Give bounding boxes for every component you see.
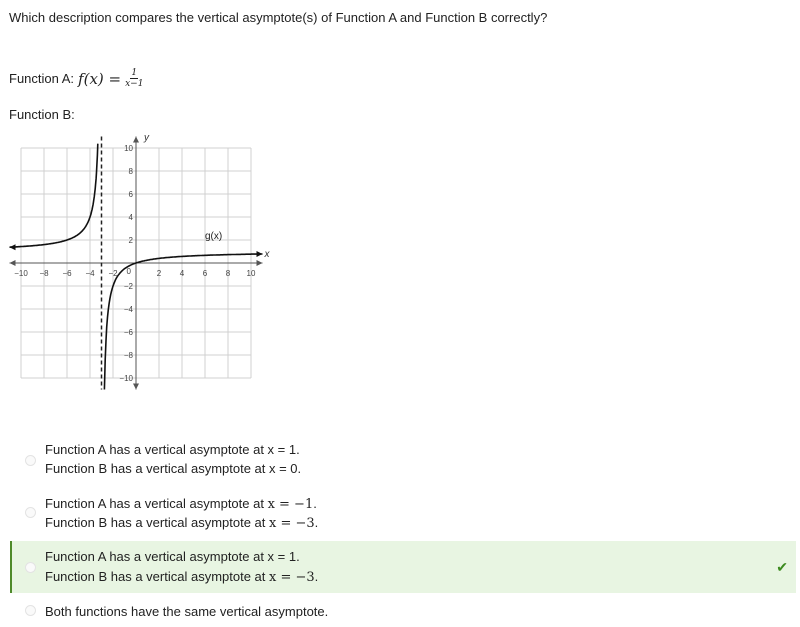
x-axis-label: x — [264, 249, 270, 260]
x-tick-label: 10 — [246, 269, 256, 278]
function-a-lhs: f(x) = — [78, 69, 122, 88]
option-3-line-2-math: x = −3 — [269, 570, 315, 585]
answer-option-2[interactable] — [10, 494, 794, 534]
radio-button[interactable] — [25, 507, 36, 518]
radio-button[interactable] — [25, 455, 36, 466]
function-b-label: Function B: — [9, 107, 75, 122]
x-tick-label: 8 — [225, 269, 231, 278]
x-axis-arrow-right — [257, 260, 263, 266]
answer-option-3[interactable] — [10, 541, 796, 593]
question-text: Which description compares the vertical asymptote(s) of Function A and Function B correctly? — [9, 10, 548, 25]
y-tick-label: 10 — [124, 144, 133, 153]
option-2-line-2-text: Function B has a vertical asymptote at — [45, 515, 269, 530]
x-tick-label: 6 — [202, 269, 208, 278]
option-3-line-1: Function A has a vertical asymptote at x = 1. — [45, 549, 300, 564]
option-3-line-2: Function B has a vertical asymptote at x = −3. — [45, 569, 319, 585]
x-tick-label: −4 — [85, 269, 95, 278]
option-1-line-2: Function B has a vertical asymptote at x = 0. — [45, 461, 302, 476]
option-2-line-2-math: x = −3 — [269, 516, 315, 531]
curve-left-branch — [10, 144, 98, 248]
x-tick-label: −8 — [39, 269, 49, 278]
x-tick-label: 4 — [179, 269, 185, 278]
answer-option-1[interactable] — [10, 440, 794, 480]
x-tick-label: −2 — [108, 269, 118, 278]
y-tick-label: 8 — [128, 167, 133, 176]
check-icon: ✔ — [776, 559, 788, 575]
option-2-line-1-math: x = −1 — [267, 497, 314, 512]
function-a-formula — [78, 68, 143, 89]
y-tick-label: −6 — [123, 328, 133, 337]
y-tick-label: 2 — [128, 236, 133, 245]
answer-option-4[interactable] — [10, 602, 794, 624]
function-a-label: Function A: — [9, 71, 75, 86]
x-tick-label: −6 — [62, 269, 72, 278]
curve-arrow-right — [257, 251, 263, 257]
y-tick-label: −4 — [123, 305, 133, 314]
option-1-line-1: Function A has a vertical asymptote at x = 1. — [45, 442, 300, 457]
option-2-line-1: Function A has a vertical asymptote at x = −1. — [45, 496, 317, 512]
x-tick-label: −10 — [14, 269, 28, 278]
option-4-line-1: Both functions have the same vertical asymptote. — [45, 604, 329, 619]
option-3-line-2-text: Function B has a vertical asymptote at — [45, 569, 269, 584]
option-2-line-1-text: Function A has a vertical asymptote at — [45, 496, 268, 511]
y-tick-label: −10 — [119, 374, 133, 383]
function-b-graph — [0, 130, 280, 400]
y-tick-label: 4 — [128, 213, 133, 222]
fraction-numerator: 1 — [131, 68, 138, 78]
curve-label: g(x) — [205, 231, 223, 242]
y-axis-arrow-down — [133, 384, 139, 390]
option-2-line-2: Function B has a vertical asymptote at x = −3. — [45, 515, 319, 531]
fraction-denominator: x−1 — [125, 79, 144, 89]
x-tick-label: 2 — [156, 269, 162, 278]
origin-label: 0 — [126, 267, 131, 276]
function-a-fraction — [125, 68, 143, 89]
radio-button[interactable] — [25, 605, 36, 616]
curve-arrow-left — [10, 244, 16, 250]
y-tick-label: −2 — [123, 282, 133, 291]
y-axis-arrow-up — [133, 137, 139, 143]
function-a — [9, 68, 143, 89]
y-axis-label: y — [144, 132, 149, 144]
y-tick-label: 6 — [128, 190, 133, 199]
y-tick-label: −8 — [123, 351, 133, 360]
x-axis-arrow-left — [10, 260, 16, 266]
radio-button-selected[interactable] — [25, 562, 36, 573]
